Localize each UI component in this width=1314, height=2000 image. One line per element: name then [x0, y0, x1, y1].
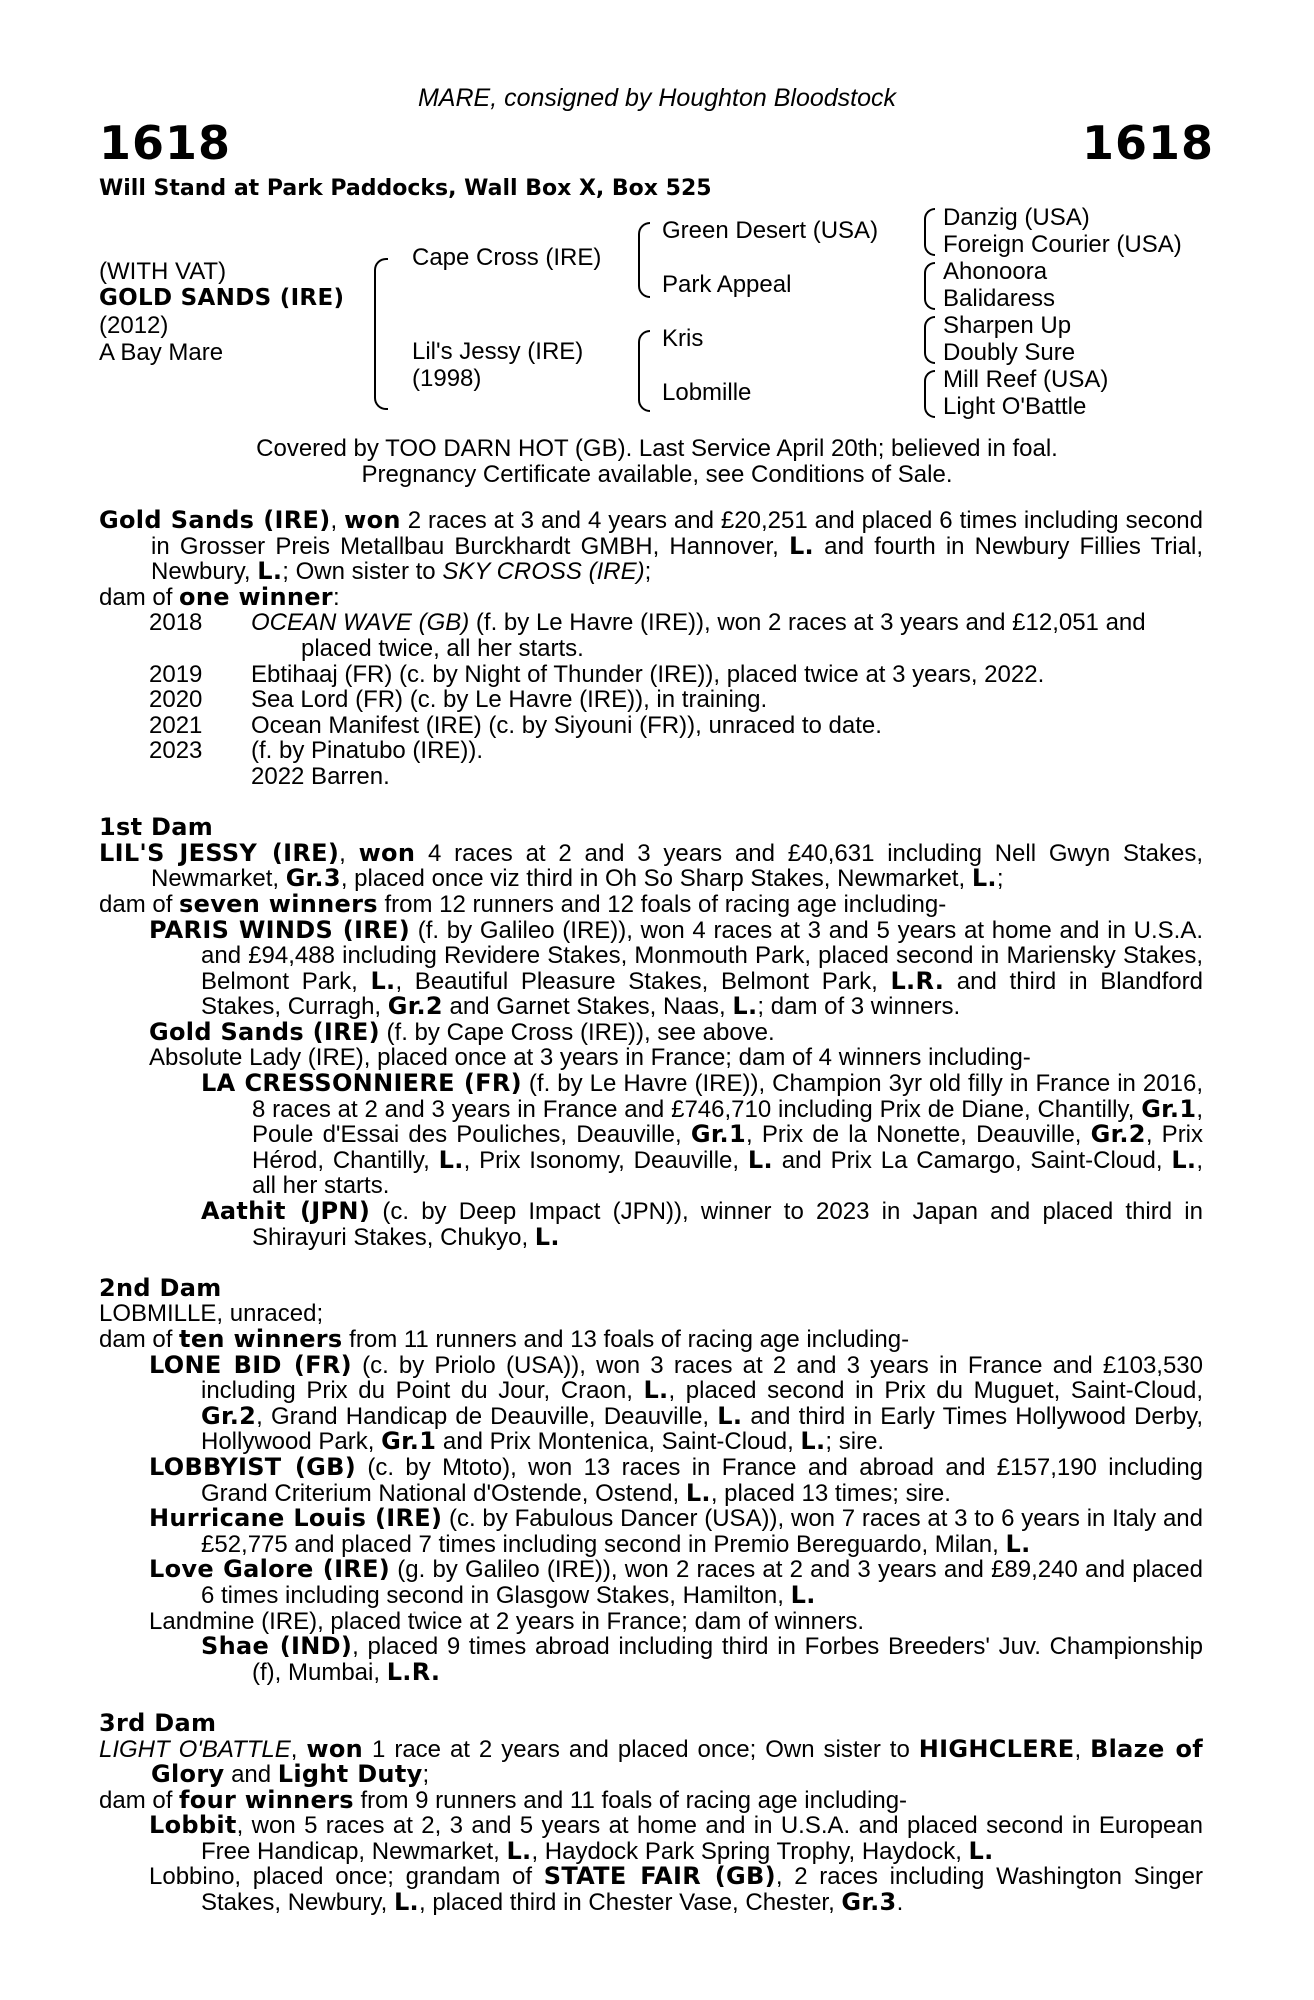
sire-sire-dam: Foreign Courier (USA)	[943, 231, 1182, 258]
second-dam-line: LOBMILLE, unraced;	[99, 1300, 324, 1328]
consignor-line: MARE, consigned by Houghton Bloodstock	[417, 84, 897, 112]
dam-dam: Lobmille	[662, 379, 752, 406]
sire-dam-sire: Ahonoora	[943, 258, 1048, 285]
produce-row: 2021 Ocean Manifest (IRE) (c. by Siyouni (FR)), unraced to date.	[149, 711, 882, 739]
dam-sire-sire: Sharpen Up	[943, 312, 1072, 339]
produce-table	[149, 610, 1146, 789]
sire-dam-dam: Balidaress	[943, 285, 1056, 312]
produce-lobbino: Lobbino, placed once; grandam of STATE FAIR (GB), 2 races including Washington Singer Stakes, Newbury, L., placed third in Chester Vase, Chester, Gr.3.	[149, 1862, 1203, 1917]
pregnancy-line: Pregnancy Certificate available, see Conditions of Sale.	[361, 461, 953, 488]
produce-hurricane-louis: Hurricane Louis (IRE) (c. by Fabulous Dancer (USA)), won 7 races at 3 to 6 years in Italy and £52,775 and placed 7 times including second in Premio Bereguardo, Milan, L.	[149, 1504, 1203, 1558]
produce-row: 2018 OCEAN WAVE (GB) (f. by Le Havre (IRE)), won 2 races at 3 years and £12,051 and placed twice, all her starts.	[149, 609, 1146, 662]
produce-gold-sands: Gold Sands (IRE) (f. by Cape Cross (IRE)), see above.	[149, 1017, 775, 1046]
covering-line: Covered by TOO DARN HOT (GB). Last Service April 20th; believed in foal.	[256, 435, 1058, 462]
produce-row: 2019 Ebtihaaj (FR) (c. by Night of Thunder (IRE)), placed twice at 3 years, 2022.	[149, 660, 1045, 688]
produce-shae: Shae (IND), placed 9 times abroad including third in Forbes Breeders' Juv. Championship (f), Mumbai, L.R.	[201, 1632, 1203, 1686]
pedigree-brace	[638, 330, 650, 412]
pedigree-brace	[924, 370, 935, 418]
dam-sire: Kris	[662, 325, 704, 352]
produce-absolute-lady: Absolute Lady (IRE), placed once at 3 years in France; dam of 4 winners including-	[149, 1044, 1031, 1072]
dam-dam-dam: Light O'Battle	[943, 393, 1087, 420]
sire-dam: Park Appeal	[662, 271, 792, 298]
second-dam-heading: 2nd Dam	[99, 1273, 222, 1302]
first-dam-of: dam of seven winners from 12 runners and 12 foals of racing age including-	[99, 889, 947, 918]
covering-note	[0, 436, 1314, 488]
dam-name: Lil's Jessy (IRE)	[412, 338, 584, 365]
sire-sire-sire: Danzig (USA)	[943, 204, 1090, 231]
stand-location: Will Stand at Park Paddocks, Wall Box X, Box 525	[99, 176, 712, 201]
pedigree-brace	[374, 258, 388, 410]
pedigree-brace	[924, 316, 935, 364]
first-dam-record: LIL'S JESSY (IRE), won 4 races at 2 and 3 years and £40,631 including Nell Gwyn Stakes, Newmarket, Gr.3, placed once viz third in Oh So Sharp Stakes, Newmarket, L.;	[99, 838, 1203, 893]
dam-sire-dam: Doubly Sure	[943, 339, 1076, 366]
second-dam-of: dam of ten winners from 11 runners and 13 foals of racing age including-	[99, 1325, 910, 1353]
produce-lobbit: Lobbit, won 5 races at 2, 3 and 5 years at home and in U.S.A. and placed second in European Free Handicap, Newmarket, L., Haydock Park Spring Trophy, Haydock, L.	[149, 1811, 1203, 1865]
catalogue-body	[99, 508, 1203, 1916]
vat-note: (WITH VAT)	[99, 258, 227, 285]
lot-number-left: 1618	[99, 116, 232, 170]
produce-row: 2023 (f. by Pinatubo (IRE)). 2022 Barren.	[149, 737, 484, 790]
mare-dam-of: dam of one winner:	[99, 582, 340, 611]
mare-record: Gold Sands (IRE), won 2 races at 3 and 4 years and £20,251 and placed 6 times including second in Grosser Preis Metallbau Burckhardt GMBH, Hannover, L. and fourth in Newbury Fillies Trial, Newbury, L.; Own sister to SKY CROSS (IRE);	[99, 506, 1203, 586]
third-dam-heading: 3rd Dam	[99, 1708, 217, 1737]
pedigree-brace	[924, 262, 935, 310]
horse-year: (2012)	[99, 312, 169, 339]
produce-paris-winds: PARIS WINDS (IRE) (f. by Galileo (IRE)), won 4 races at 3 and 5 years at home and in U.S.A. and £94,488 including Revidere Stakes, Monmouth Park, placed second in Mariensky Stakes, Belmont Park, L., Beautiful Pleasure Stakes, Belmont Park, L.R. and third in Blandford Stakes, Curragh, Gr.2 and Garnet Stakes, Naas, L.; dam of 3 winners.	[149, 915, 1204, 1021]
dam-year: (1998)	[412, 365, 482, 392]
first-dam-heading: 1st Dam	[99, 813, 214, 842]
produce-row: 2020 Sea Lord (FR) (c. by Le Havre (IRE)), in training.	[149, 686, 768, 714]
horse-name: GOLD SANDS (IRE)	[99, 285, 345, 311]
produce-love-galore: Love Galore (IRE) (g. by Galileo (IRE)), won 2 races at 2 and 3 years and £89,240 and placed 6 times including second in Glasgow Stakes, Hamilton, L.	[149, 1555, 1204, 1609]
produce-landmine: Landmine (IRE), placed twice at 2 years in France; dam of winners.	[149, 1607, 864, 1635]
sire-sire: Green Desert (USA)	[662, 217, 879, 244]
lot-number-right: 1618	[1081, 116, 1214, 170]
produce-la-cressonniere: LA CRESSONNIERE (FR) (f. by Le Havre (IRE)), Champion 3yr old filly in France in 2016, 8 races at 2 and 3 years in France and £746,710 including Prix de Diane, Chantilly, Gr.1, Poule d'Essai des Pouliches, Deauville, Gr.1, Prix de la Nonette, Deauville, Gr.2, Prix Hérod, Chantilly, L., Prix Isonomy, Deauville, L. and Prix La Camargo, Saint-Cloud, L., all her starts.	[201, 1069, 1204, 1200]
produce-aathit: Aathit (JPN) (c. by Deep Impact (JPN)), winner to 2023 in Japan and placed third in Shirayuri Stakes, Chukyo, L.	[201, 1197, 1203, 1251]
produce-lobbyist: LOBBYIST (GB) (c. by Mtoto), won 13 races in France and abroad and £157,190 including Grand Criterium National d'Ostende, Ostend, L., placed 13 times; sire.	[149, 1452, 1204, 1507]
pedigree-brace	[924, 208, 935, 256]
produce-lone-bid: LONE BID (FR) (c. by Priolo (USA)), won 3 races at 2 and 3 years in France and £103,530 including Prix du Point du Jour, Craon, L., placed second in Prix du Muguet, Saint-Cloud, Gr.2, Grand Handicap de Deauville, Deauville, L. and third in Early Times Hollywood Derby, Hollywood Park, Gr.1 and Prix Montenica, Saint-Cloud, L.; sire.	[149, 1350, 1204, 1456]
dam-dam-sire: Mill Reef (USA)	[943, 366, 1109, 393]
pedigree-brace	[638, 222, 650, 298]
third-dam-of: dam of four winners from 9 runners and 11 foals of racing age including-	[99, 1785, 908, 1814]
sire-name: Cape Cross (IRE)	[412, 244, 602, 271]
third-dam-record: LIGHT O'BATTLE, won 1 race at 2 years and placed once; Own sister to HIGHCLERE, Blaze of Glory and Light Duty;	[99, 1734, 1203, 1789]
horse-description: A Bay Mare	[99, 339, 224, 366]
